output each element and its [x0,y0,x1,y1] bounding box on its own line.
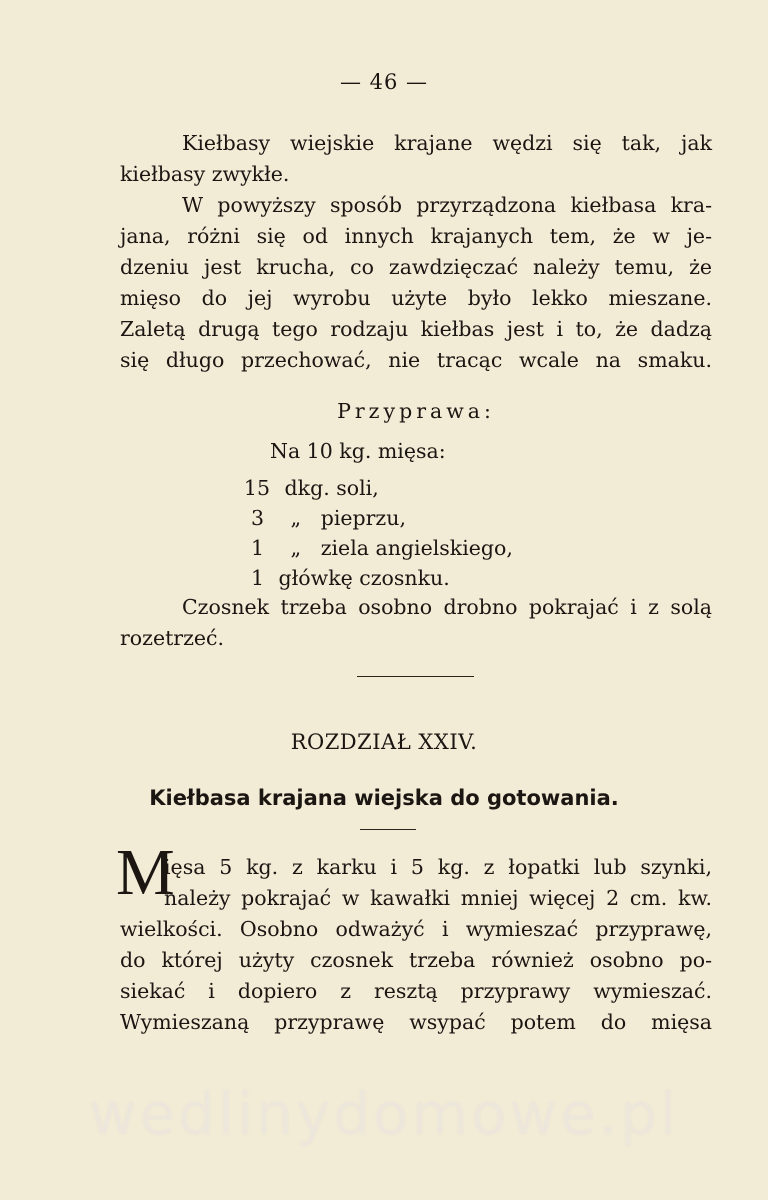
text-line: do której użyty czosnek trzeba również osobno po- [120,948,712,972]
page-number: — 46 — [339,70,429,94]
seasoning-item [240,533,513,564]
seasoning-item [240,503,406,534]
seasoning-text: główkę czosnku. [278,566,450,590]
chapter-heading: ROZDZIAŁ XXIV. [290,730,478,754]
text-line: Czosnek trzeba osobno drobno pokrajać i z solą [182,595,712,619]
seasoning-heading: Przyprawa: [337,399,495,423]
text-line: mięso do jej wyrobu użyte było lekko mieszane. [120,286,712,310]
paragraph-3 [120,592,712,654]
text-line: Wymieszaną przyprawę wsypać potem do mięsa [120,1010,712,1034]
text-line: kiełbasy zwykłe. [120,162,290,186]
seasoning-text: dkg. soli, [284,476,379,500]
text-line: wielkości. Osobno odważyć i wymieszać przyprawę, [120,917,712,941]
text-line: dzeniu jest krucha, co zawdzięczać należy temu, że [120,255,712,279]
section-divider [357,676,474,677]
paragraph-2 [120,190,712,376]
text-line: się długo przechować, nie tracąc wcale na smaku. [120,348,712,372]
seasoning-text: „ ziela angielskiego, [290,536,513,560]
text-line: rozetrzeć. [120,626,225,650]
text-line: ięsa 5 kg. z karku i 5 kg. z łopatki lub szynki, [164,855,712,879]
seasoning-text: „ pieprzu, [290,506,406,530]
seasoning-item [240,563,450,594]
seasoning-qty: 15 [243,476,270,500]
paragraph-1 [120,128,712,190]
paragraph-4 [120,852,712,1038]
seasoning-qty: 1 [250,566,264,590]
text-line: siekać i dopiero z resztą przyprawy wymieszać. [120,979,712,1003]
text-line: jana, różni się od innych krajanych tem, że w je- [120,224,712,248]
text-line: Kiełbasy wiejskie krajane wędzi się tak, jak [182,131,712,155]
seasoning-qty: 1 [250,536,264,560]
seasoning-qty: 3 [250,506,264,530]
seasoning-item [240,473,379,504]
recipe-title: Kiełbasa krajana wiejska do gotowania. [149,786,619,810]
text-line: Zaletą drugą tego rodzaju kiełbas jest i to, że dadzą [120,317,712,341]
text-line: W powyższy sposób przyrządzona kiełbasa kra- [182,193,712,217]
seasoning-base: Na 10 kg. mięsa: [270,439,446,463]
drop-cap: M [116,836,175,909]
title-divider [360,829,416,830]
text-line: należy pokrajać w kawałki mniej więcej 2 cm. kw. [164,886,712,910]
watermark: wedlinydomowe.pl [88,1080,680,1148]
